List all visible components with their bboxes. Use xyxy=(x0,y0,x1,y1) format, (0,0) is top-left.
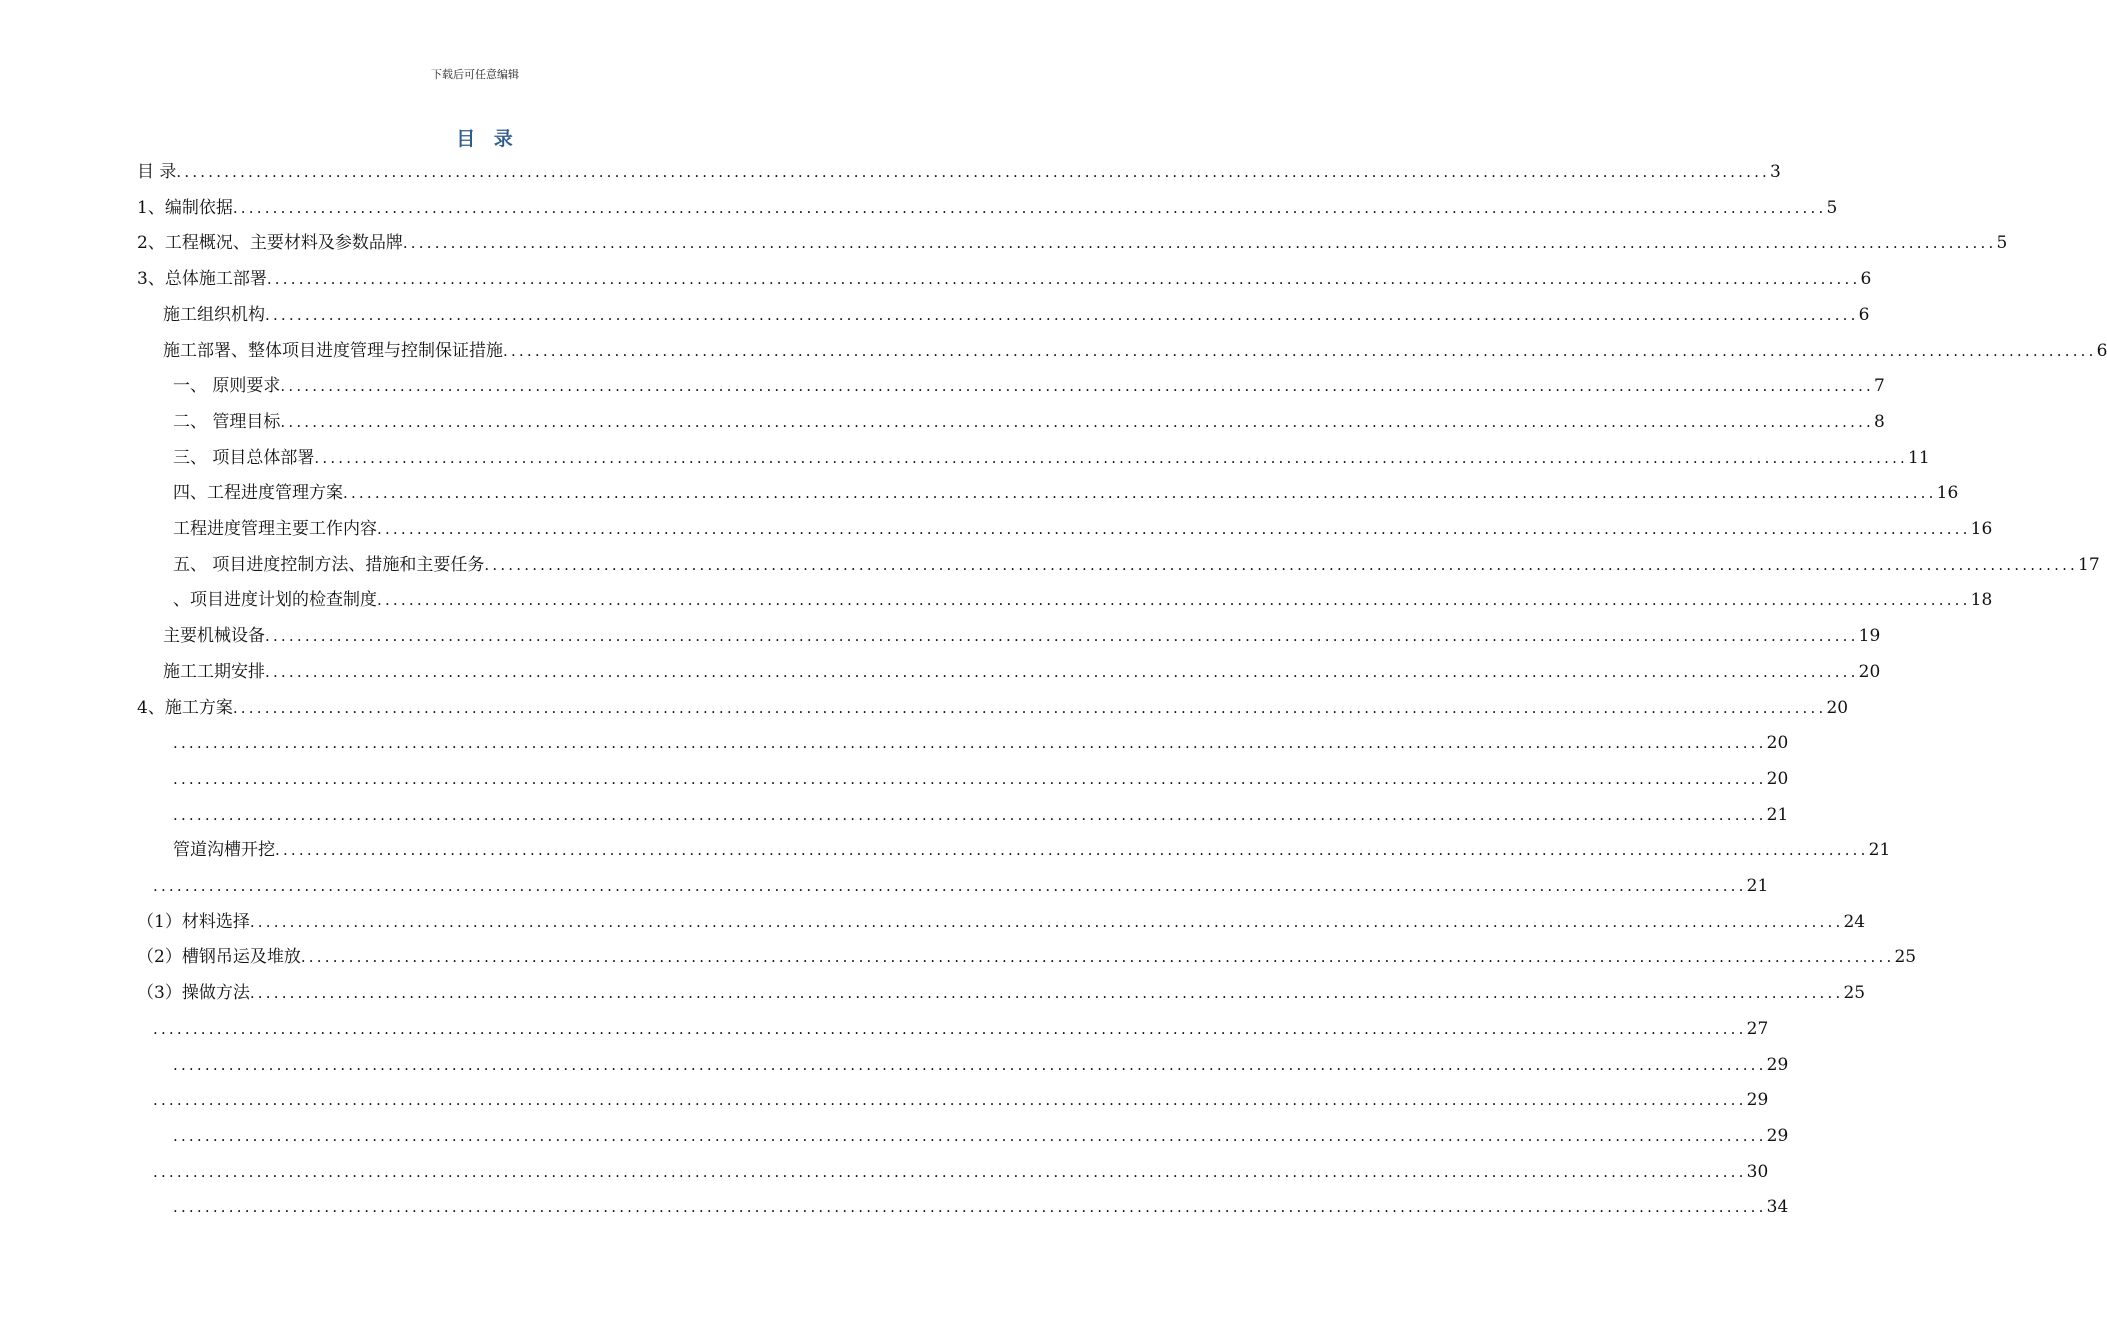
toc-entry-page: 17 xyxy=(2078,554,2100,575)
toc-entry-page: 21 xyxy=(1766,804,1789,825)
toc-dot-leader: ........................................................................................................................................................................................................ xyxy=(176,163,1771,181)
toc-dot-leader: ........................................................................................................................................................................................................ xyxy=(503,341,2097,360)
toc-entry-page: 20 xyxy=(1766,733,1789,754)
toc-entry[interactable] xyxy=(173,1113,1789,1147)
toc-dot-leader: ........................................................................................................................................................................................................ xyxy=(249,912,1844,931)
toc-entry[interactable] xyxy=(137,970,1866,1004)
toc-entry-label: 、项目进度计划的检查制度 xyxy=(173,590,377,611)
toc-dot-leader: ........................................................................................................................................................................................................ xyxy=(173,769,1767,788)
toc-dot-leader: ........................................................................................................................................................................................................ xyxy=(377,591,1971,610)
toc-entry[interactable] xyxy=(173,435,1930,469)
toc-entry-page: 5 xyxy=(1996,233,2008,254)
toc-entry-label: 工程进度管理主要工作内容 xyxy=(173,519,377,539)
toc-entry[interactable] xyxy=(137,899,1866,933)
toc-entry-label: 4、施工方案 xyxy=(137,697,233,718)
toc-entry-label: 主要机械设备 xyxy=(163,626,265,647)
toc-entry[interactable] xyxy=(173,470,1959,504)
toc-dot-leader: ........................................................................................................................................................................................................ xyxy=(265,627,1859,646)
toc-dot-leader: ........................................................................................................................................................................................................ xyxy=(265,305,1859,324)
toc-dot-leader: ........................................................................................................................................................................................................ xyxy=(377,520,1971,538)
toc-entry[interactable] xyxy=(153,1006,1769,1040)
toc-entry[interactable] xyxy=(163,613,1881,647)
toc-entry-label: 四、工程进度管理方案 xyxy=(173,483,343,504)
toc-dot-leader: ........................................................................................................................................................................................................ xyxy=(173,1055,1767,1074)
toc-entry-page: 20 xyxy=(1858,661,1881,682)
toc-dot-leader: ........................................................................................................................................................................................................ xyxy=(275,841,1869,860)
toc-dot-leader: ........................................................................................................................................................................................................ xyxy=(153,1162,1747,1181)
toc-entry-page: 25 xyxy=(1894,947,1917,968)
toc-entry-page: 6 xyxy=(2096,340,2107,361)
toc-dot-leader: ........................................................................................................................................................................................................ xyxy=(153,1019,1747,1038)
toc-entry[interactable] xyxy=(153,1077,1769,1111)
toc-entry-label: （2）槽钢吊运及堆放 xyxy=(137,947,301,968)
toc-dot-leader: ........................................................................................................................................................................................................ xyxy=(265,662,1859,681)
toc-dot-leader: ........................................................................................................................................................................................................ xyxy=(280,412,1875,431)
toc-entry[interactable] xyxy=(137,685,1849,719)
toc-entry-page: 27 xyxy=(1746,1018,1769,1039)
toc-entry-page: 8 xyxy=(1874,411,1885,432)
toc-entry-page: 16 xyxy=(1936,483,1959,504)
toc-entry[interactable] xyxy=(163,328,2107,362)
toc-dot-leader: ........................................................................................................................................................................................................ xyxy=(173,1198,1767,1217)
toc-entry-label: 1、编制依据 xyxy=(137,197,233,218)
toc-entry-label: 五、 项目进度控制方法、措施和主要任务 xyxy=(173,554,485,575)
toc-dot-leader: ........................................................................................................................................................................................................ xyxy=(266,270,1861,289)
toc-entry-label: 施工部署、整体项目进度管理与控制保证措施 xyxy=(163,340,503,361)
toc-dot-leader: ........................................................................................................................................................................................................ xyxy=(343,484,1937,503)
toc-entry-label: （1）材料选择 xyxy=(137,911,250,932)
toc-entry-page: 20 xyxy=(1766,768,1789,789)
toc-dot-leader: ........................................................................................................................................................................................................ xyxy=(484,555,2079,574)
header-note: 下载后可任意编辑 xyxy=(431,68,519,81)
toc-entry-label: 2、工程概况、主要材料及参数品牌 xyxy=(137,233,403,254)
toc-entry-label: 施工工期安排 xyxy=(163,661,265,682)
toc-entry-label: 目 录 xyxy=(137,162,177,182)
toc-dot-leader: ........................................................................................................................................................................................................ xyxy=(153,877,1747,895)
toc-entry[interactable] xyxy=(163,292,1870,326)
toc-entry-page: 29 xyxy=(1766,1054,1789,1075)
toc-entry-page: 11 xyxy=(1908,447,1930,468)
toc-entry[interactable] xyxy=(173,363,1885,397)
toc-entry-page: 20 xyxy=(1826,697,1849,718)
toc-dot-leader: ........................................................................................................................................................................................................ xyxy=(314,448,1909,467)
toc-entry-page: 30 xyxy=(1746,1161,1769,1182)
toc-dot-leader: ........................................................................................................................................................................................................ xyxy=(280,377,1875,396)
toc-dot-leader: ........................................................................................................................................................................................................ xyxy=(173,805,1767,824)
toc-entry[interactable] xyxy=(173,1184,1789,1218)
toc-entry-page: 25 xyxy=(1843,983,1866,1004)
toc-entry-page: 6 xyxy=(1860,269,1872,290)
toc-dot-leader: ........................................................................................................................................................................................................ xyxy=(249,984,1844,1003)
toc-entry-page: 19 xyxy=(1858,626,1881,647)
toc-entry-page: 29 xyxy=(1746,1090,1769,1111)
toc-title: 目 录 xyxy=(456,128,519,150)
toc-dot-leader: ........................................................................................................................................................................................................ xyxy=(300,948,1895,967)
toc-dot-leader: ........................................................................................................................................................................................................ xyxy=(232,198,1827,217)
toc-dot-leader: ........................................................................................................................................................................................................ xyxy=(153,1091,1747,1110)
toc-dot-leader: ........................................................................................................................................................................................................ xyxy=(232,698,1827,717)
toc-entry-page: 24 xyxy=(1843,911,1866,932)
toc-entry-label: 一、 原则要求 xyxy=(173,376,281,397)
toc-entry[interactable] xyxy=(173,542,2100,576)
toc-entry-page: 5 xyxy=(1826,197,1838,218)
toc-entry-label: 施工组织机构 xyxy=(163,304,265,325)
toc-entry[interactable] xyxy=(153,863,1769,897)
toc-entry-page: 16 xyxy=(1970,519,1993,539)
toc-entry[interactable] xyxy=(137,185,1838,219)
toc-entry[interactable] xyxy=(137,934,1917,968)
toc-entry[interactable] xyxy=(173,506,1993,540)
toc-entry-page: 29 xyxy=(1766,1125,1789,1146)
toc-entry-label: 3、总体施工部署 xyxy=(137,269,267,290)
toc-entry[interactable] xyxy=(137,220,2008,254)
toc-entry-page: 18 xyxy=(1970,590,1993,611)
toc-entry-page: 3 xyxy=(1770,162,1781,182)
toc-entry[interactable] xyxy=(173,756,1789,790)
toc-entry-label: 三、 项目总体部署 xyxy=(173,447,315,468)
toc-entry-label: 管道沟槽开挖 xyxy=(173,840,275,861)
toc-entry[interactable] xyxy=(153,1149,1769,1183)
toc-entry-label: 二、 管理目标 xyxy=(173,411,281,432)
toc-entry[interactable] xyxy=(173,577,1993,611)
toc-dot-leader: ........................................................................................................................................................................................................ xyxy=(402,234,1997,253)
toc-entry[interactable] xyxy=(173,720,1789,754)
toc-entry[interactable] xyxy=(137,256,1872,290)
toc-entry-page: 21 xyxy=(1868,840,1891,861)
toc-entry[interactable] xyxy=(173,399,1885,433)
toc-entry[interactable] xyxy=(163,649,1881,683)
toc-entry[interactable] xyxy=(137,149,1781,183)
toc-entry-page: 34 xyxy=(1766,1197,1789,1218)
toc-entry[interactable] xyxy=(173,792,1789,826)
toc-entry[interactable] xyxy=(173,827,1891,861)
toc-entry-page: 21 xyxy=(1746,876,1769,896)
toc-entry[interactable] xyxy=(173,1042,1789,1076)
toc-entry-page: 7 xyxy=(1874,376,1885,397)
toc-dot-leader: ........................................................................................................................................................................................................ xyxy=(173,734,1767,753)
toc-entry-label: （3）操做方法 xyxy=(137,983,250,1004)
toc-entry-page: 6 xyxy=(1858,304,1870,325)
toc-dot-leader: ........................................................................................................................................................................................................ xyxy=(173,1126,1767,1145)
